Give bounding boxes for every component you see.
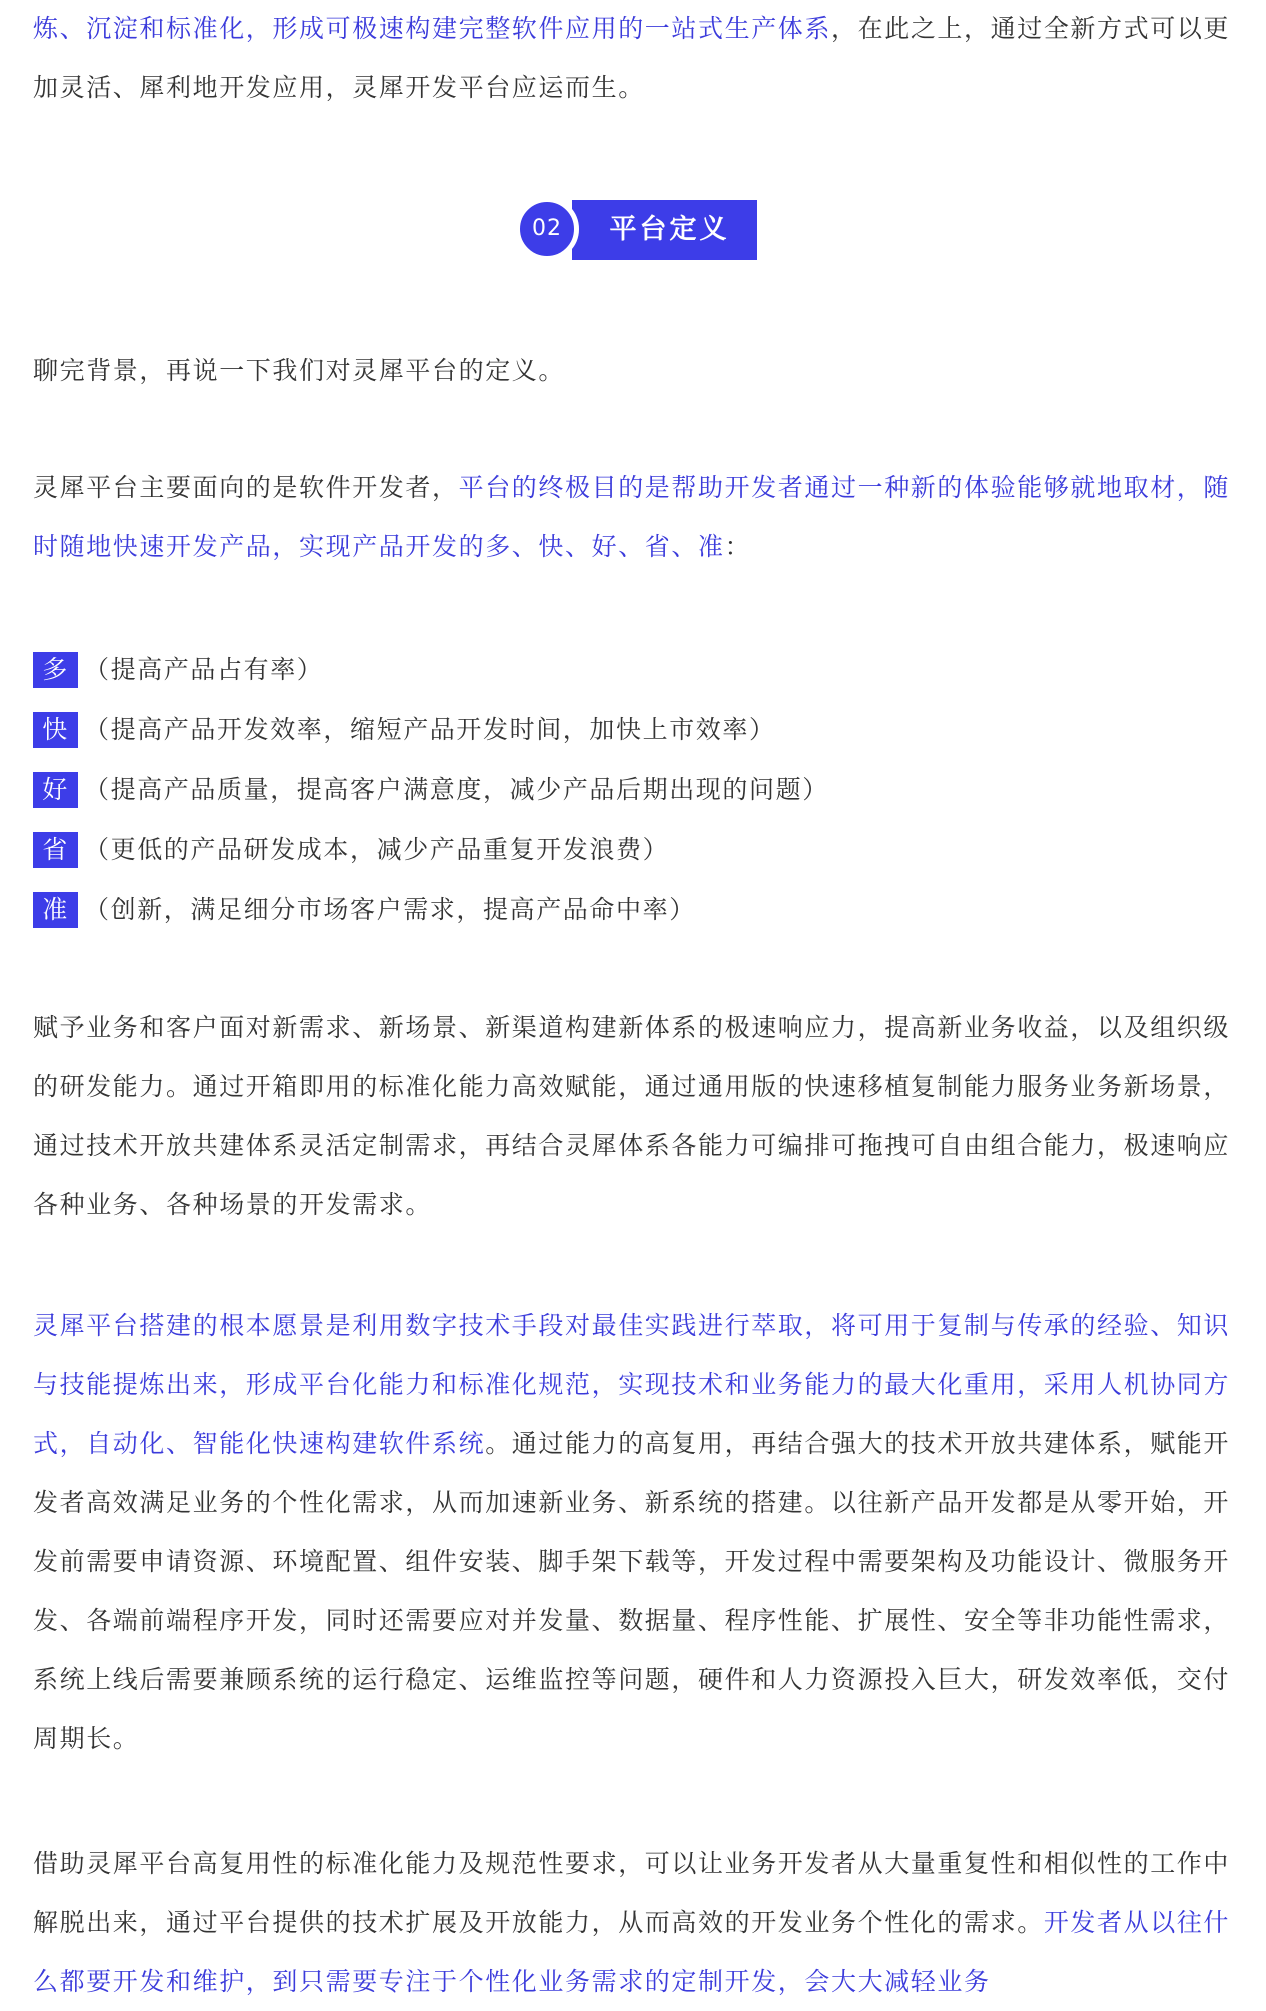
intro-plain-text: ，在此之上，通过全新方式可以更加灵活、犀利地开发应用，灵犀开发平台应运而生。 (33, 14, 1231, 102)
vision-highlight-text: 灵犀平台搭建的根本愿景是利用数字技术手段对最佳实践进行萃取，将可用于复制与传承的经验、知识与技能提炼出来，形成平台化能力和标准化规范，实现技术和业务能力的最大化重用，采用人机协同方式，自动化、智能化快速构建软件系统 (33, 1311, 1231, 1458)
goal-end-text: ： (724, 532, 752, 561)
list-tag: 好 (33, 772, 78, 808)
list-item (33, 832, 669, 868)
list-tag: 准 (33, 892, 78, 928)
paragraph-vision (33, 1296, 1233, 1768)
benefits-plain-text: 借助灵犀平台高复用性的标准化能力及规范性要求，可以让业务开发者从大量重复性和相似性的工作中解脱出来，通过平台提供的技术扩展及开放能力，从而高效的开发业务个性化的需求。 (33, 1849, 1231, 1937)
list-item (33, 652, 323, 688)
vision-plain-text: 。通过能力的高复用，再结合强大的技术开放共建体系，赋能开发者高效满足业务的个性化需求，从而加速新业务、新系统的搭建。以往新产品开发都是从零开始，开发前需要申请资源、环境配置、组件安装、脚手架下载等，开发过程中需要架构及功能设计、微服务开发、各端前端程序开发，同时还需要应对并发量、数据量、程序性能、扩展性、安全等非功能性需求，系统上线后需要兼顾系统的运行稳定、运维监控等问题，硬件和人力资源投入巨大，研发效率低，交付周期长。 (33, 1429, 1231, 1753)
section-badge (520, 198, 757, 262)
list-text: （创新，满足细分市场客户需求，提高产品命中率） (84, 895, 696, 924)
list-tag: 快 (33, 712, 78, 748)
list-text: （提高产品质量，提高客户满意度，减少产品后期出现的问题） (84, 775, 829, 804)
section-header (0, 198, 1266, 262)
list-tag: 多 (33, 652, 78, 688)
intro-paragraph (33, 0, 1233, 117)
list-tag: 省 (33, 832, 78, 868)
paragraph-platform-goal (33, 458, 1233, 576)
benefits-highlight-text: 开发者从以往什么都要开发和维护，到只需要专注于个性化业务需求的定制开发，会大大减轻业务 (33, 1908, 1231, 1996)
intro-highlight-text: 炼、沉淀和标准化，形成可极速构建完整软件应用的一站式生产体系 (33, 14, 832, 43)
list-item (33, 712, 776, 748)
section-number: 02 (515, 197, 579, 261)
goal-highlight-text: 平台的终极目的是帮助开发者通过一种新的体验能够就地取材，随时随地快速开发产品，实现产品开发的多、快、好、省、准 (33, 473, 1231, 561)
paragraph-reuse-benefits (33, 1834, 1233, 2011)
paragraph-capabilities: 赋予业务和客户面对新需求、新场景、新渠道构建新体系的极速响应力，提高新业务收益，以及组织级的研发能力。通过开箱即用的标准化能力高效赋能，通过通用版的快速移植复制能力服务业务新场景，通过技术开放共建体系灵活定制需求，再结合灵犀体系各能力可编排可拖拽可自由组合能力，极速响应各种业务、各种场景的开发需求。 (33, 1013, 1231, 1219)
paragraph-definition-intro: 聊完背景，再说一下我们对灵犀平台的定义。 (33, 356, 566, 385)
list-text: （提高产品占有率） (84, 655, 324, 684)
list-item (33, 892, 696, 928)
goal-plain-text: 灵犀平台主要面向的是软件开发者， (33, 473, 459, 502)
list-text: （更低的产品研发成本，减少产品重复开发浪费） (84, 835, 670, 864)
list-text: （提高产品开发效率，缩短产品开发时间，加快上市效率） (84, 715, 776, 744)
section-title-bar (572, 200, 757, 260)
section-title: 平台定义 (609, 214, 730, 245)
list-item (33, 772, 829, 808)
